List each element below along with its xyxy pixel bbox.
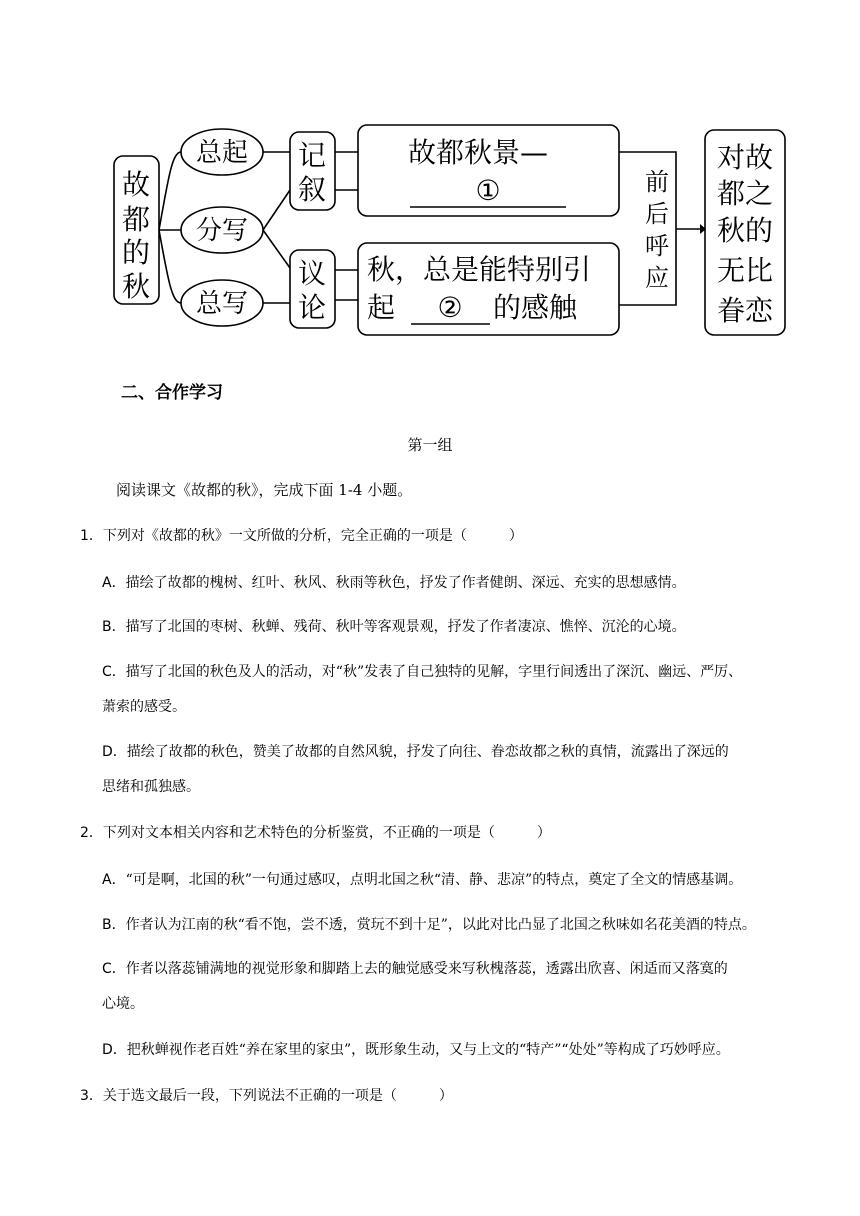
question-text: 下列对《故都的秋》一文所做的分析，完全正确的一项是（ ） [102,528,523,544]
method-char-1-0: 议 [297,257,327,290]
option-label: C． [102,961,126,977]
option-label: A． [102,575,126,591]
q1-option-c-cont: 萧索的感受。 [102,699,186,715]
part-label-1: 分写 [195,216,249,246]
option-text: 作者认为江南的秋“看不饱，尝不透，赏玩不到十足”，以此对比凸显了北国之秋味如名花美酒的特点。 [125,917,756,933]
root-char-0: 故 [121,168,151,201]
q2-option-d [102,1040,730,1060]
box2-line1: 秋，总是能特别引 [367,253,592,286]
option-text: 把秋蝉视作老百姓“养在家里的家虫”，既形象生动，又与上文的“特产”“处处”等构成了巧妙呼应。 [126,1042,730,1058]
q1-option-a [102,573,686,593]
question-text: 下列对文本相关内容和艺术特色的分析鉴赏，不正确的一项是（ ） [102,825,551,841]
q1-option-d-cont: 思绪和孤独感。 [102,779,200,795]
q1-option-b [102,617,686,637]
q2-option-a [102,870,742,890]
structure-diagram [0,0,860,345]
option-label: B． [102,917,126,933]
q2-option-c [102,959,728,979]
q2-option-b [102,915,756,935]
part-label-2: 总写 [195,289,249,319]
box2-line2-post: 的感触 [493,291,578,324]
box2-line2-pre: 起 [367,291,396,324]
box1-blank-label: ① [475,174,501,207]
question-number: 3． [80,1088,103,1104]
option-label: B． [102,619,126,635]
option-text: 描写了北国的枣树、秋蝉、残荷、秋叶等客观景观，抒发了作者凄凉、憔悴、沉沦的心境。 [125,619,686,635]
option-text: “可是啊，北国的秋”一句通过感叹，点明北国之秋“清、静、悲凉”的特点，奠定了全文的情感基调。 [125,872,743,888]
echo-char-2: 呼 [645,232,669,260]
question-number: 1． [80,528,103,544]
method-char-0-0: 记 [297,139,327,172]
method-char-1-1: 论 [297,291,327,324]
option-label: D． [102,744,127,760]
echo-char-0: 前 [645,168,669,196]
conclusion-line-3: 无比 [716,254,774,287]
question-text: 关于选文最后一段，下列说法不正确的一项是（ ） [102,1088,453,1104]
part-label-0: 总起 [195,138,249,168]
question-1-stem [80,526,523,546]
reading-instruction: 阅读课文《故都的秋》，完成下面 1-4 小题。 [116,481,413,499]
option-label: A． [102,872,126,888]
echo-char-3: 应 [645,264,669,292]
option-text: 描绘了故都的槐树、红叶、秋风、秋雨等秋色，抒发了作者健朗、深远、充实的思想感情。 [125,575,686,591]
option-label: C． [102,664,126,680]
root-char-1: 都 [121,203,151,236]
section-title: 二、合作学习 [121,383,223,403]
conclusion-line-1: 都之 [716,177,774,210]
option-text: 描绘了故都的秋色，赞美了故都的自然风貌，抒发了向往、眷恋故都之秋的真情，流露出了深远的 [126,744,729,760]
box1-line1: 故都秋景— [408,136,549,169]
question-2-stem [80,823,551,843]
question-number: 2． [80,825,103,841]
conclusion-line-2: 秋的 [716,214,774,247]
option-text: 作者以落蕊铺满地的视觉形象和脚踏上去的触觉感受来写秋槐落蕊，透露出欣喜、闲适而又落寞的 [125,961,728,977]
q1-option-c [102,662,742,682]
method-char-0-1: 叙 [297,173,327,206]
group-title: 第一组 [407,436,453,454]
option-text: 描写了北国的秋色及人的活动，对“秋”发表了自己独特的见解，字里行间透出了深沉、幽远、严厉、 [125,664,743,680]
conclusion-line-4: 眷恋 [716,294,774,327]
option-label: D． [102,1042,127,1058]
box2-blank-label: ② [437,291,463,324]
q2-option-c-cont: 心境。 [102,996,144,1012]
conclusion-line-0: 对故 [716,141,774,174]
root-char-2: 的 [121,236,151,269]
question-3-stem [80,1086,453,1106]
root-char-3: 秋 [121,270,151,303]
q1-option-d [102,742,729,762]
echo-char-1: 后 [645,200,669,228]
